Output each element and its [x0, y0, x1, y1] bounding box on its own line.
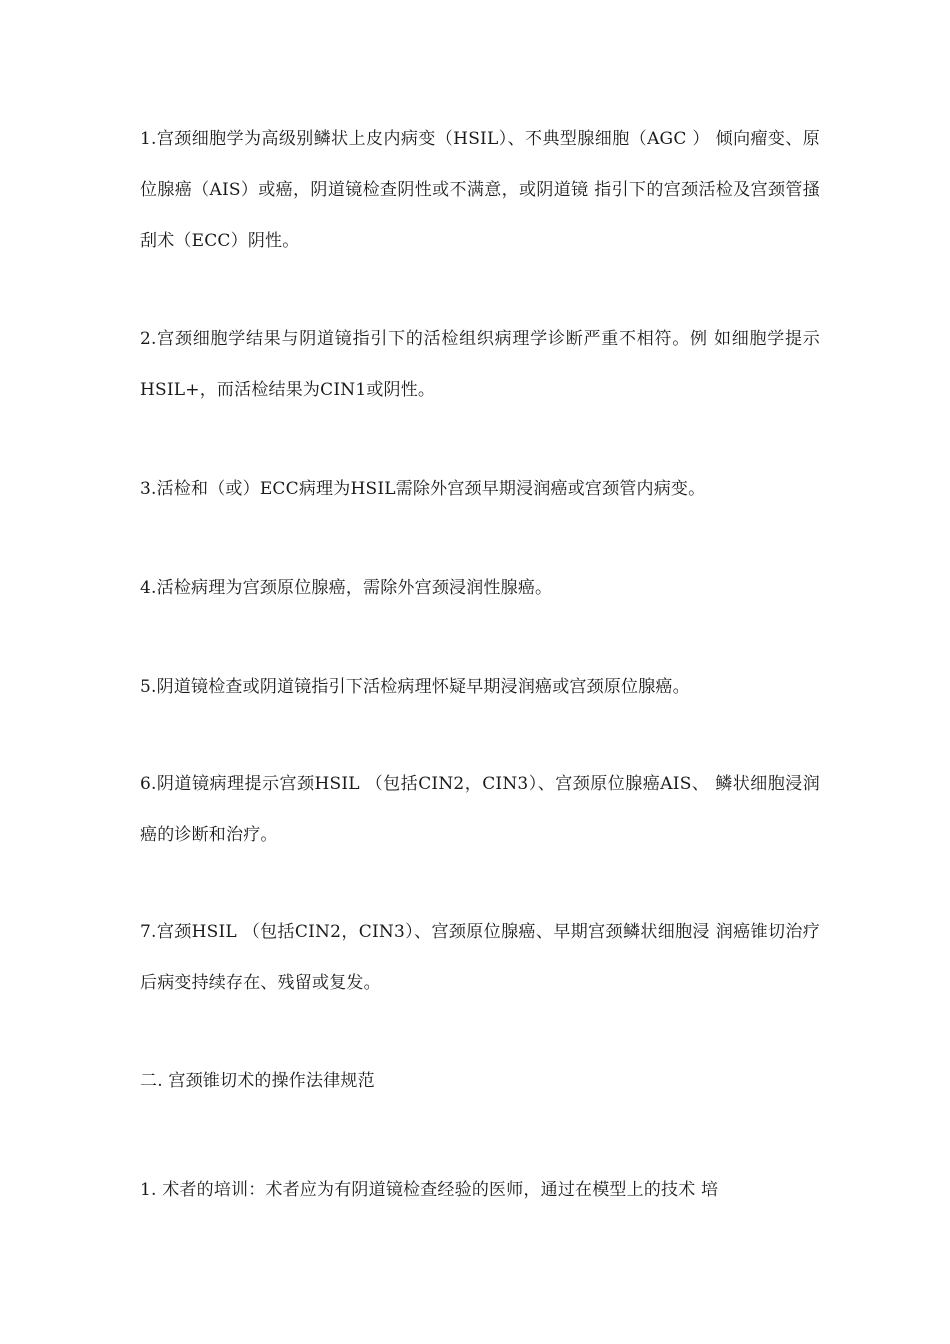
paragraph-indication-3: 3.活检和（或）ECC病理为HSIL需除外宫颈早期浸润癌或宫颈管内病变。: [140, 479, 706, 499]
paragraph-indication-5: 5.阴道镜检查或阴道镜指引下活检病理怀疑早期浸润癌或宫颈原位腺癌。: [140, 677, 690, 697]
paragraph-indication-4: 4.活检病理为宫颈原位腺癌，需除外宫颈浸润性腺癌。: [140, 578, 553, 598]
paragraph-indication-1: 1.宫颈细胞学为高级别鳞状上皮内病变（HSIL）、不典型腺细胞（AGC ） 倾向瘤变、原位腺癌（AIS）或癌，阴道镜检查阴性或不满意，或阴道镜 指引下的宫颈活检及宫颈管搔刮术（ECC）阴性。: [140, 129, 820, 251]
section-heading: 二. 宫颈锥切术的操作法律规范: [140, 1071, 375, 1091]
paragraph-procedure-1: 1. 术者的培训：术者应为有阴道镜检查经验的医师，通过在模型上的技术 培: [140, 1180, 719, 1200]
paragraph-indication-2: 2.宫颈细胞学结果与阴道镜指引下的活检组织病理学诊断严重不相符。例 如细胞学提示HSIL+，而活检结果为CIN1或阴性。: [140, 329, 820, 400]
paragraph-indication-6: 6.阴道镜病理提示宫颈HSIL （包括CIN2，CIN3）、宫颈原位腺癌AIS、 鳞状细胞浸润癌的诊断和治疗。: [140, 774, 820, 845]
paragraph-indication-7: 7.宫颈HSIL （包括CIN2，CIN3）、宫颈原位腺癌、早期宫颈鳞状细胞浸 润癌锥切治疗后病变持续存在、残留或复发。: [140, 922, 820, 993]
